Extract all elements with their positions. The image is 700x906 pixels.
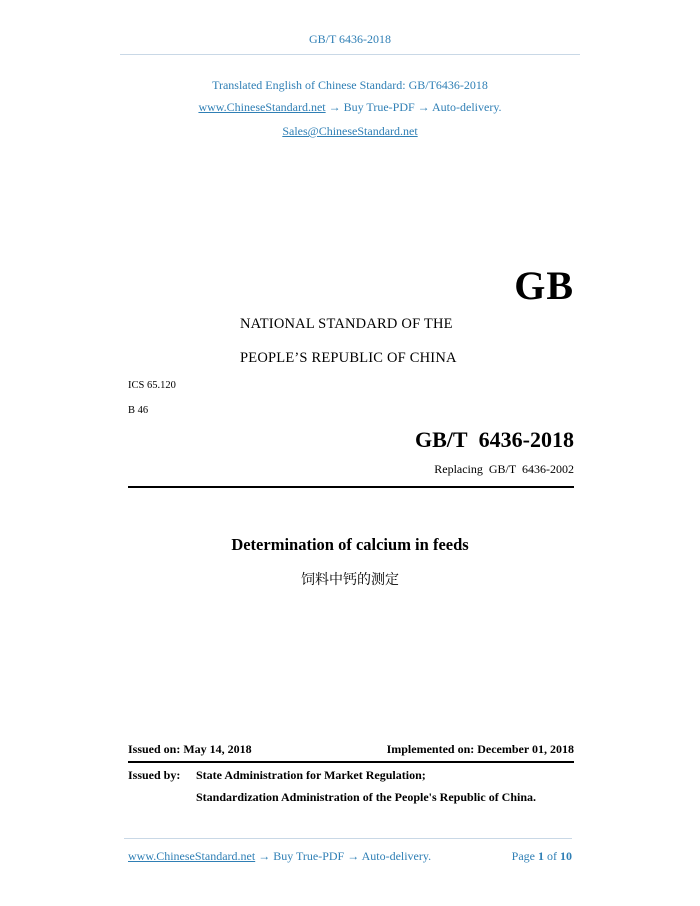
title-chinese: 饲料中钙的测定 <box>301 572 399 588</box>
issuer-2: Standardization Administration of the People's Republic of China. <box>196 790 537 804</box>
header-standard-code: GB/T 6436-2018 <box>308 32 392 46</box>
email-link[interactable]: Sales@ChineseStandard.net <box>282 124 418 138</box>
purchase-note: → Buy True-PDF → Auto-delivery. <box>325 100 502 114</box>
ics-code: ICS 65.120 <box>128 380 176 391</box>
email-line <box>0 124 700 139</box>
footer-purchase-line <box>128 849 431 864</box>
page-current: 1 <box>538 849 544 863</box>
header-divider <box>120 54 580 55</box>
purchase-line <box>0 100 700 115</box>
issued-on-date: Issued on: May 14, 2018 <box>128 742 252 756</box>
standard-code: GB/T 6436-2018 <box>414 427 574 452</box>
title-english: Determination of calcium in feeds <box>231 535 469 554</box>
implemented-on-date: Implemented on: December 01, 2018 <box>386 742 574 756</box>
footer-purchase-note: → Buy True-PDF → Auto-delivery. <box>255 849 432 863</box>
page-indicator <box>512 849 572 864</box>
title-divider <box>128 486 574 488</box>
dates-divider <box>128 761 574 763</box>
page-total: 10 <box>560 849 572 863</box>
ccs-code: B 46 <box>128 405 149 416</box>
issued-by-label: Issued by: <box>128 768 181 782</box>
translation-notice: Translated English of Chinese Standard: GB/T6436-2018 <box>212 78 488 92</box>
website-link[interactable]: www.ChineseStandard.net <box>198 100 326 114</box>
gb-mark: GB <box>514 263 574 308</box>
footer-divider <box>124 838 572 839</box>
footer-website-link[interactable]: www.ChineseStandard.net <box>128 849 256 863</box>
national-standard-line2: PEOPLE’S REPUBLIC OF CHINA <box>240 350 457 366</box>
replacing-standard: Replacing GB/T 6436-2002 <box>434 462 574 476</box>
national-standard-line1: NATIONAL STANDARD OF THE <box>240 316 453 332</box>
page-label: Page <box>511 849 535 863</box>
page-of: of <box>547 849 557 863</box>
issuer-1: State Administration for Market Regulation; <box>196 768 426 782</box>
